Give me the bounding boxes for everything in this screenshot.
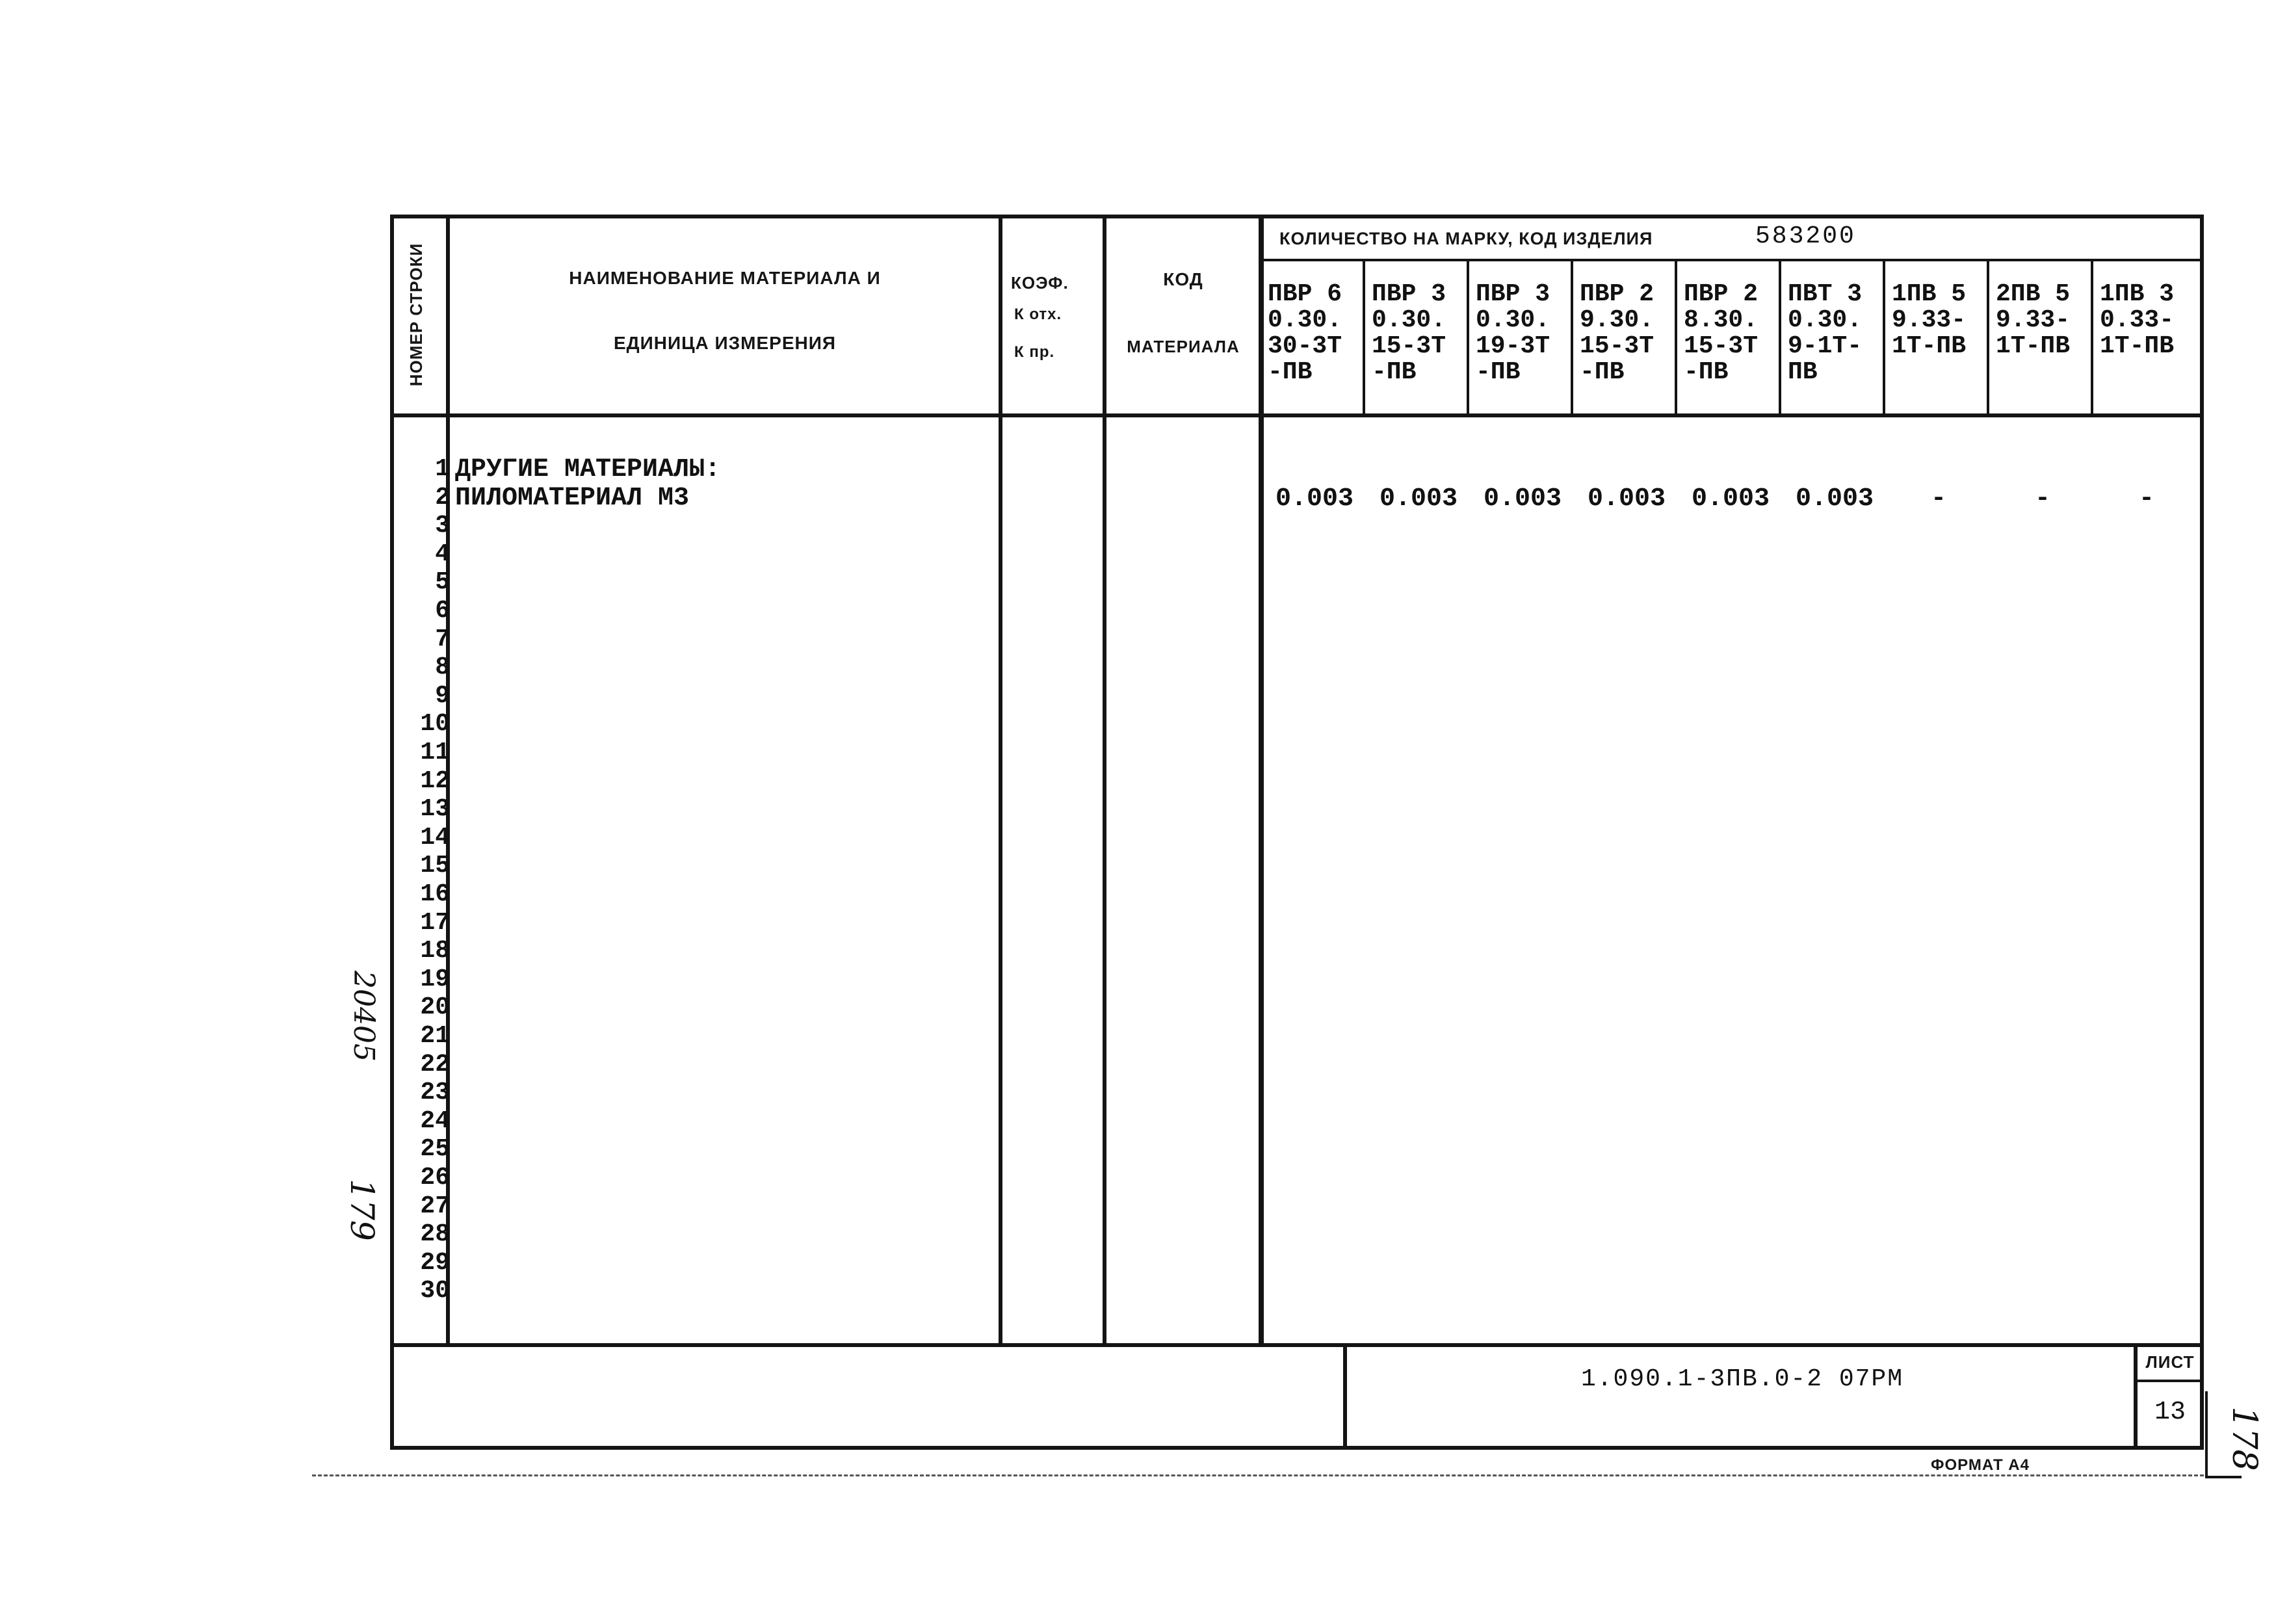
handwritten-number: 179 xyxy=(343,1179,381,1241)
mark-header-3-line-2: 0.30. xyxy=(1476,306,1550,334)
mark-header-4-line-1: ПВР 2 xyxy=(1580,280,1655,308)
header-divider xyxy=(390,413,2204,417)
mark-header-2-line-3: 15-3Т xyxy=(1372,332,1446,360)
mark-header-4-line-3: 15-3Т xyxy=(1580,332,1655,360)
mark-header-3-line-1: ПВР 3 xyxy=(1476,280,1550,308)
page-number: 178 xyxy=(2225,1406,2264,1471)
mark-header-9-line-1: 1ПВ 3 xyxy=(2100,280,2175,308)
row-number-13: 13 xyxy=(420,795,450,824)
quantity-value-4: 0.003 xyxy=(1587,484,1666,514)
mark-header-5-line-2: 8.30. xyxy=(1684,306,1759,334)
mark-sep-2 xyxy=(1467,260,1469,416)
quantity-value-6: 0.003 xyxy=(1795,484,1874,514)
mark-header-6-line-1: ПВТ 3 xyxy=(1788,280,1863,308)
row-number-14: 14 xyxy=(420,823,450,852)
quantity-value-2: 0.003 xyxy=(1379,484,1458,514)
mark-header-5-line-1: ПВР 2 xyxy=(1684,280,1759,308)
row-number-30: 30 xyxy=(420,1277,450,1305)
mark-header-7-line-3: 1Т-ПВ xyxy=(1892,332,1967,360)
row-number-4: 4 xyxy=(435,540,450,568)
document-code: 1.090.1-3ПВ.0-2 07РМ xyxy=(1580,1365,1904,1393)
mark-sep-5 xyxy=(1779,260,1781,416)
inventory-number: 20405 xyxy=(347,971,380,1062)
quantity-header: КОЛИЧЕСТВО НА МАРКУ, КОД ИЗДЕЛИЯ xyxy=(1279,229,1653,248)
mark-header-6-line-2: 0.30. xyxy=(1788,306,1863,334)
item-lumber: ПИЛОМАТЕРИАЛ М3 xyxy=(455,484,690,513)
row-number-16: 16 xyxy=(420,880,450,908)
frame-left xyxy=(390,215,394,1450)
mark-header-8-line-3: 1Т-ПВ xyxy=(1996,332,2071,360)
cut-line xyxy=(312,1474,2204,1476)
col-coef-right xyxy=(1103,215,1106,1346)
row-number-24: 24 xyxy=(420,1107,450,1135)
material-name-header-line1: НАИМЕНОВАНИЕ МАТЕРИАЛА И xyxy=(569,268,881,288)
coef-header-line1: КОЭФ. xyxy=(1011,273,1069,293)
row-number-1: 1 xyxy=(435,455,450,483)
row-number-15: 15 xyxy=(420,852,450,880)
row-number-23: 23 xyxy=(420,1079,450,1107)
frame-top xyxy=(390,215,2204,218)
mark-sep-8 xyxy=(2091,260,2093,416)
code-header-line1: КОД xyxy=(1163,269,1203,289)
mark-header-4-line-4: -ПВ xyxy=(1580,358,1625,386)
code-header-line2: МАТЕРИАЛА xyxy=(1127,337,1240,356)
table-bottom xyxy=(390,1343,2204,1347)
coef-header-line2: К отх. xyxy=(1014,306,1062,323)
row-number-9: 9 xyxy=(435,681,450,710)
mark-header-6-line-3: 9-1Т- xyxy=(1788,332,1863,360)
mark-header-9-line-2: 0.33- xyxy=(2100,306,2175,334)
mark-header-2-line-2: 0.30. xyxy=(1372,306,1446,334)
mark-header-7-line-2: 9.33- xyxy=(1892,306,1967,334)
row-number-18: 18 xyxy=(420,937,450,965)
quantity-value-1: 0.003 xyxy=(1275,484,1354,514)
mark-header-8-line-1: 2ПВ 5 xyxy=(1996,280,2071,308)
quantity-value-3: 0.003 xyxy=(1483,484,1562,514)
mark-sep-1 xyxy=(1363,260,1365,416)
mark-header-1-line-2: 0.30. xyxy=(1268,306,1342,334)
product-code: 583200 xyxy=(1755,222,1856,250)
mark-header-8-line-2: 9.33- xyxy=(1996,306,2071,334)
quantity-label-underline xyxy=(1261,259,2204,261)
row-number-10: 10 xyxy=(420,710,450,739)
col-code-right xyxy=(1259,215,1264,1346)
mark-header-1-line-4: -ПВ xyxy=(1268,358,1313,386)
row-number-7: 7 xyxy=(435,625,450,653)
page-tab-line xyxy=(2205,1476,2242,1478)
mark-header-4-line-2: 9.30. xyxy=(1580,306,1655,334)
row-number-3: 3 xyxy=(435,512,450,540)
mark-header-1-line-1: ПВР 6 xyxy=(1268,280,1342,308)
mark-header-7-line-1: 1ПВ 5 xyxy=(1892,280,1967,308)
mark-header-2-line-4: -ПВ xyxy=(1372,358,1417,386)
format-label: ФОРМАТ А4 xyxy=(1931,1456,2030,1474)
row-number-5: 5 xyxy=(435,568,450,597)
quantity-value-9: - xyxy=(2138,484,2154,514)
row-number-20: 20 xyxy=(420,993,450,1022)
mark-sep-4 xyxy=(1675,260,1677,416)
row-number-28: 28 xyxy=(420,1220,450,1249)
item-other-materials: ДРУГИЕ МАТЕРИАЛЫ: xyxy=(455,455,721,484)
mark-header-5-line-3: 15-3Т xyxy=(1684,332,1759,360)
page-tab-vert xyxy=(2205,1391,2208,1478)
row-number-27: 27 xyxy=(420,1192,450,1220)
row-number-21: 21 xyxy=(420,1022,450,1050)
mark-header-3-line-3: 19-3Т xyxy=(1476,332,1550,360)
mark-header-9-line-3: 1Т-ПВ xyxy=(2100,332,2175,360)
frame-right xyxy=(2200,215,2204,1450)
mark-header-1-line-3: 30-3Т xyxy=(1268,332,1342,360)
mark-header-5-line-4: -ПВ xyxy=(1684,358,1729,386)
row-number-17: 17 xyxy=(420,908,450,937)
mark-sep-3 xyxy=(1571,260,1573,416)
row-number-header: НОМЕР СТРОКИ xyxy=(406,242,426,387)
sheet-label: ЛИСТ xyxy=(2145,1352,2195,1372)
row-number-29: 29 xyxy=(420,1248,450,1277)
col-name-right xyxy=(999,215,1002,1346)
material-name-header-line2: ЕДИНИЦА ИЗМЕРЕНИЯ xyxy=(613,333,837,353)
mark-header-3-line-4: -ПВ xyxy=(1476,358,1521,386)
mark-sep-6 xyxy=(1883,260,1885,416)
row-number-2: 2 xyxy=(435,483,450,512)
mark-sep-7 xyxy=(1987,260,1989,416)
mark-header-6-line-4: ПВ xyxy=(1788,358,1818,386)
titleblock-divider xyxy=(1343,1344,1347,1448)
frame-bottom xyxy=(390,1446,2204,1450)
row-number-8: 8 xyxy=(435,653,450,682)
quantity-value-8: - xyxy=(2034,484,2050,514)
quantity-value-7: - xyxy=(1930,484,1946,514)
row-number-12: 12 xyxy=(420,766,450,795)
row-number-19: 19 xyxy=(420,965,450,993)
row-number-22: 22 xyxy=(420,1050,450,1079)
row-number-26: 26 xyxy=(420,1164,450,1192)
sheet-label-underline xyxy=(2134,1380,2204,1382)
quantity-value-5: 0.003 xyxy=(1691,484,1770,514)
sheet-number: 13 xyxy=(2154,1398,2186,1427)
mark-header-2-line-1: ПВР 3 xyxy=(1372,280,1446,308)
row-number-6: 6 xyxy=(435,597,450,625)
row-number-11: 11 xyxy=(420,739,450,766)
row-number-25: 25 xyxy=(420,1135,450,1164)
coef-header-line3: К пр. xyxy=(1014,343,1055,361)
